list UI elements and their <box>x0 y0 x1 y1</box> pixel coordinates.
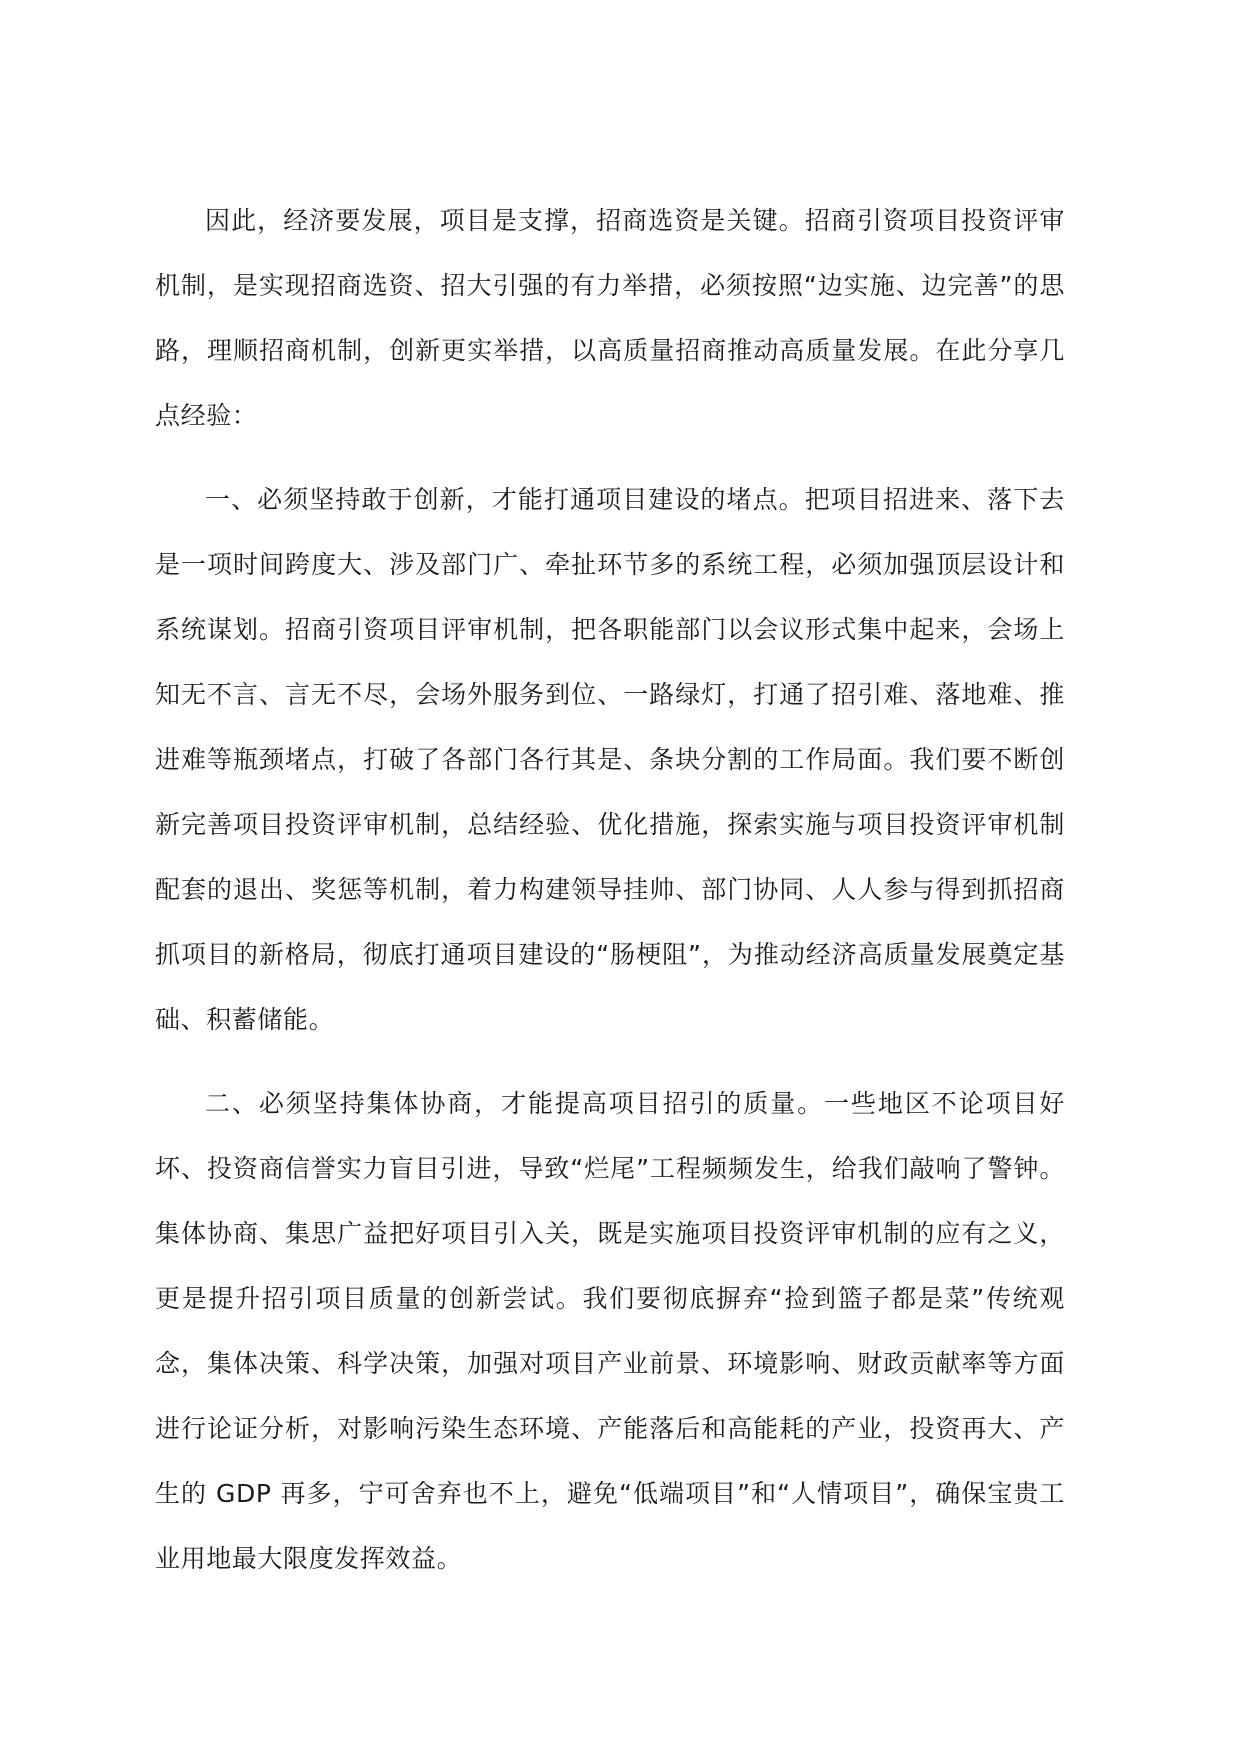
paragraph-intro: 因此，经济要发展，项目是支撑，招商选资是关键。招商引资项目投资评审机制，是实现招商选资、招大引强的有力举措，必须按照“边实施、边完善”的思路，理顺招商机制，创新更实举措，以高质量招商推动高质量发展。在此分享几点经验： <box>155 206 1065 430</box>
paragraph-point-one: 一、必须坚持敢于创新，才能打通项目建设的堵点。把项目招进来、落下去是一项时间跨度大、涉及部门广、牵扯环节多的系统工程，必须加强顶层设计和系统谋划。招商引资项目评审机制，把各职能部门以会议形式集中起来，会场上知无不言、言无不尽，会场外服务到位、一路绿灯，打通了招引难、落地难、推进难等瓶颈堵点，打破了各部门各行其是、条块分割的工作局面。我们要不断创新完善项目投资评审机制，总结经验、优化措施，探索实施与项目投资评审机制配套的退出、奖惩等机制，着力构建领导挂帅、部门协同、人人参与得到抓招商抓项目的新格局，彻底打通项目建设的“肠梗阻”，为推动经济高质量发展奠定基础、积蓄储能。 <box>155 485 1065 1034</box>
document-body <box>155 188 1065 1610</box>
paragraph-point-two: 二、必须坚持集体协商，才能提高项目招引的质量。一些地区不论项目好坏、投资商信誉实力盲目引进，导致“烂尾”工程频频发生，给我们敲响了警钟。集体协商、集思广益把好项目引入关，既是实施项目投资评审机制的应有之义，更是提升招引项目质量的创新尝试。我们要彻底摒弃“捡到篮子都是菜”传统观念，集体决策、科学决策，加强对项目产业前景、环境影响、财政贡献率等方面进行论证分析，对影响污染生态环境、产能落后和高能耗的产业，投资再大、产生的 GDP 再多，宁可舍弃也不上，避免“低端项目”和“人情项目”，确保宝贵工业用地最大限度发挥效益。 <box>155 1089 1065 1573</box>
